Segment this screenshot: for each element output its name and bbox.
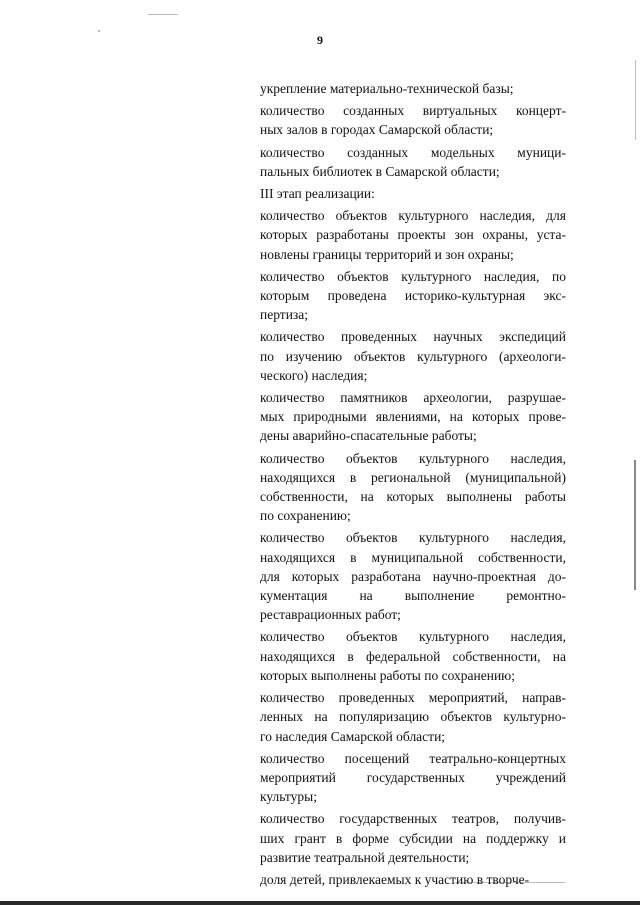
- text-line: количество государственных театров, получив-: [260, 811, 566, 827]
- text-line: развитие театральной деятельности;: [260, 849, 470, 865]
- text-line: новлены границы территорий и зон охраны;: [260, 246, 514, 262]
- text-line: находящихся в региональной (муниципальной): [260, 469, 566, 485]
- text-line: ческого) наследия;: [260, 367, 368, 383]
- text-line: количество памятников археологии, разрушае-: [260, 390, 566, 406]
- scan-artifact-left-dot: [98, 30, 100, 32]
- text-line: ленных на популяризацию объектов культурно-: [260, 709, 566, 725]
- text-line: которых разработаны проекты зон охраны, уста-: [260, 227, 566, 243]
- paragraph: [260, 870, 566, 889]
- text-line: мых природными явлениями, на которых прове-: [260, 409, 566, 425]
- text-line: количество объектов культурного наследия,: [260, 629, 566, 645]
- text-line: находящихся в муниципальной собственности,: [260, 549, 566, 565]
- paragraph: [260, 627, 566, 685]
- text-line: реставрационных работ;: [260, 607, 401, 623]
- text-line: по сохранению;: [260, 508, 351, 524]
- text-line: количество проведенных научных экспедиций: [260, 329, 566, 345]
- text-line: количество созданных модельных муници-: [260, 144, 566, 160]
- text-line: ных залов в городах Самарской области;: [260, 122, 494, 138]
- paragraph: [260, 267, 566, 325]
- scan-bottom-edge: [0, 901, 640, 905]
- text-line: количество объектов культурного наследия, для: [260, 208, 566, 224]
- text-line: пертиза;: [260, 307, 308, 323]
- paragraph: [260, 809, 566, 867]
- paragraph: [260, 143, 566, 181]
- text-line: укрепление материально-технической базы;: [260, 81, 514, 96]
- text-line: доля детей, привлекаемых к участию в творче-: [260, 871, 530, 887]
- text-line: количество созданных виртуальных концерт-: [260, 103, 566, 119]
- paragraph: [260, 79, 566, 98]
- text-line: которых выполнены работы по сохранению;: [260, 667, 516, 683]
- text-line: культуры;: [260, 789, 317, 805]
- text-line: ших грант в форме субсидии на поддержку и: [260, 830, 566, 846]
- text-line: дены аварийно-спасательные работы;: [260, 428, 477, 444]
- text-line: которым проведена историко-культурная экс-: [260, 288, 566, 304]
- text-line: го наследия Самарской области;: [260, 728, 446, 744]
- text-line: количество объектов культурного наследия,: [260, 450, 566, 466]
- document-body: [260, 79, 566, 889]
- paragraph: [260, 184, 566, 203]
- text-line: III этап реализации:: [260, 186, 375, 202]
- scan-artifact-right-edge-top: [635, 60, 636, 140]
- paragraph: [260, 206, 566, 264]
- text-line: для которых разработана научно-проектная до-: [260, 568, 566, 584]
- text-line: количество проведенных мероприятий, направ-: [260, 690, 566, 706]
- text-line: по изучению объектов культурного (археологи-: [260, 348, 566, 364]
- paragraph: [260, 327, 566, 385]
- paragraph: [260, 449, 566, 526]
- text-line: находящихся в федеральной собственности, на: [260, 648, 566, 664]
- text-line: количество объектов культурного наследия,: [260, 530, 566, 546]
- paragraph: [260, 101, 566, 139]
- text-line: собственности, на которых выполнены работы: [260, 489, 566, 505]
- paragraph: [260, 749, 566, 807]
- text-line: количество объектов культурного наследия, по: [260, 268, 566, 284]
- text-line: кументация на выполнение ремонтно-: [260, 588, 566, 604]
- paragraph: [260, 688, 566, 746]
- scan-artifact-right-edge: [634, 460, 636, 590]
- paragraph: [260, 388, 566, 446]
- page-number: 9: [317, 33, 323, 47]
- text-line: количество посещений театрально-концертных: [260, 750, 566, 766]
- text-line: мероприятий государственных учреждений: [260, 769, 566, 785]
- scan-artifact-top-line: [148, 14, 178, 15]
- paragraph: [260, 528, 566, 624]
- text-line: пальных библиотек в Самарской области;: [260, 163, 500, 179]
